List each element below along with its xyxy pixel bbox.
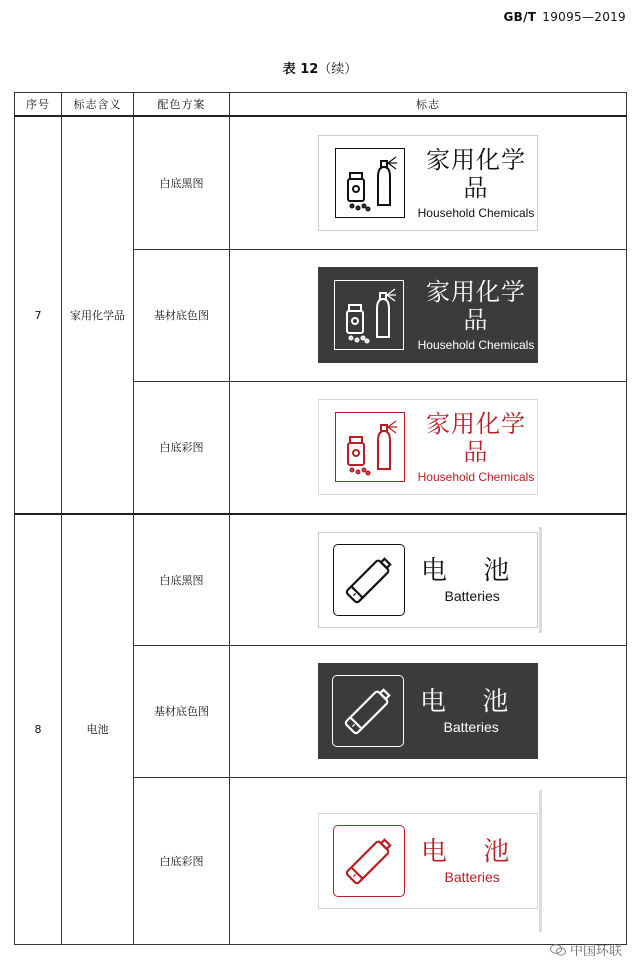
sign-title-zh: 电 池 xyxy=(420,687,523,717)
logo-cell xyxy=(230,645,627,777)
logo-cell xyxy=(230,514,627,645)
scheme-cell: 白底彩图 xyxy=(134,381,230,514)
household-chemicals-sign-dark xyxy=(318,267,538,363)
scheme-cell: 基材底色图 xyxy=(134,645,230,777)
table-caption xyxy=(0,58,640,77)
sign-title-zh: 家用化学品 xyxy=(426,145,526,202)
household-chemicals-icon xyxy=(335,412,405,482)
battery-icon xyxy=(333,825,405,897)
seq-cell: 7 xyxy=(15,116,62,514)
standard-prefix: GB/T xyxy=(503,10,537,24)
battery-sign-color xyxy=(318,813,538,909)
logo-cell xyxy=(230,116,627,249)
standard-number: 19095—2019 xyxy=(542,10,626,24)
table-row xyxy=(15,116,627,249)
watermark-text: 中国环联 xyxy=(569,944,622,959)
sign-title-en: Household Chemicals xyxy=(417,470,535,485)
sign-title-en: Household Chemicals xyxy=(417,338,535,352)
sign-title-zh: 电 池 xyxy=(421,555,524,586)
battery-icon xyxy=(333,544,405,616)
header-seq: 序号 xyxy=(15,93,62,117)
scheme-cell: 白底彩图 xyxy=(134,777,230,944)
scheme-cell: 基材底色图 xyxy=(134,249,230,381)
table-row xyxy=(15,514,627,645)
header-scheme: 配色方案 xyxy=(134,93,230,117)
household-chemicals-icon xyxy=(334,280,404,350)
sign-title-en: Batteries xyxy=(444,587,500,604)
scan-shadow xyxy=(539,790,542,932)
sign-title-en: Batteries xyxy=(444,868,500,885)
battery-icon xyxy=(332,675,404,747)
logo-cell xyxy=(230,381,627,514)
household-chemicals-icon xyxy=(335,148,405,218)
header-meaning: 标志含义 xyxy=(62,93,134,117)
sign-table xyxy=(14,92,627,945)
sign-title-en: Batteries xyxy=(443,719,499,735)
table-caption-cont: （续） xyxy=(318,62,358,77)
scheme-cell: 白底黑图 xyxy=(134,514,230,645)
household-chemicals-sign-black xyxy=(318,135,538,231)
seq-cell: 8 xyxy=(15,514,62,944)
logo-cell xyxy=(230,249,627,381)
battery-sign-dark xyxy=(318,663,538,759)
wechat-icon xyxy=(550,944,566,956)
meaning-cell: 家用化学品 xyxy=(62,116,134,514)
header-sign: 标志 xyxy=(230,93,627,117)
sign-title-zh: 家用化学品 xyxy=(426,278,526,334)
table-caption-label: 表 12 xyxy=(282,62,319,77)
sign-title-en: Household Chemicals xyxy=(417,205,535,220)
logo-cell xyxy=(230,777,627,944)
battery-sign-black xyxy=(318,532,538,628)
scheme-cell: 白底黑图 xyxy=(134,116,230,249)
watermark xyxy=(550,940,622,959)
standard-code xyxy=(504,10,626,24)
table-header-row xyxy=(15,93,627,117)
sign-title-zh: 电 池 xyxy=(421,836,524,867)
scan-shadow xyxy=(539,527,542,633)
sign-title-zh: 家用化学品 xyxy=(426,410,526,467)
meaning-cell: 电池 xyxy=(62,514,134,944)
household-chemicals-sign-color xyxy=(318,399,538,495)
